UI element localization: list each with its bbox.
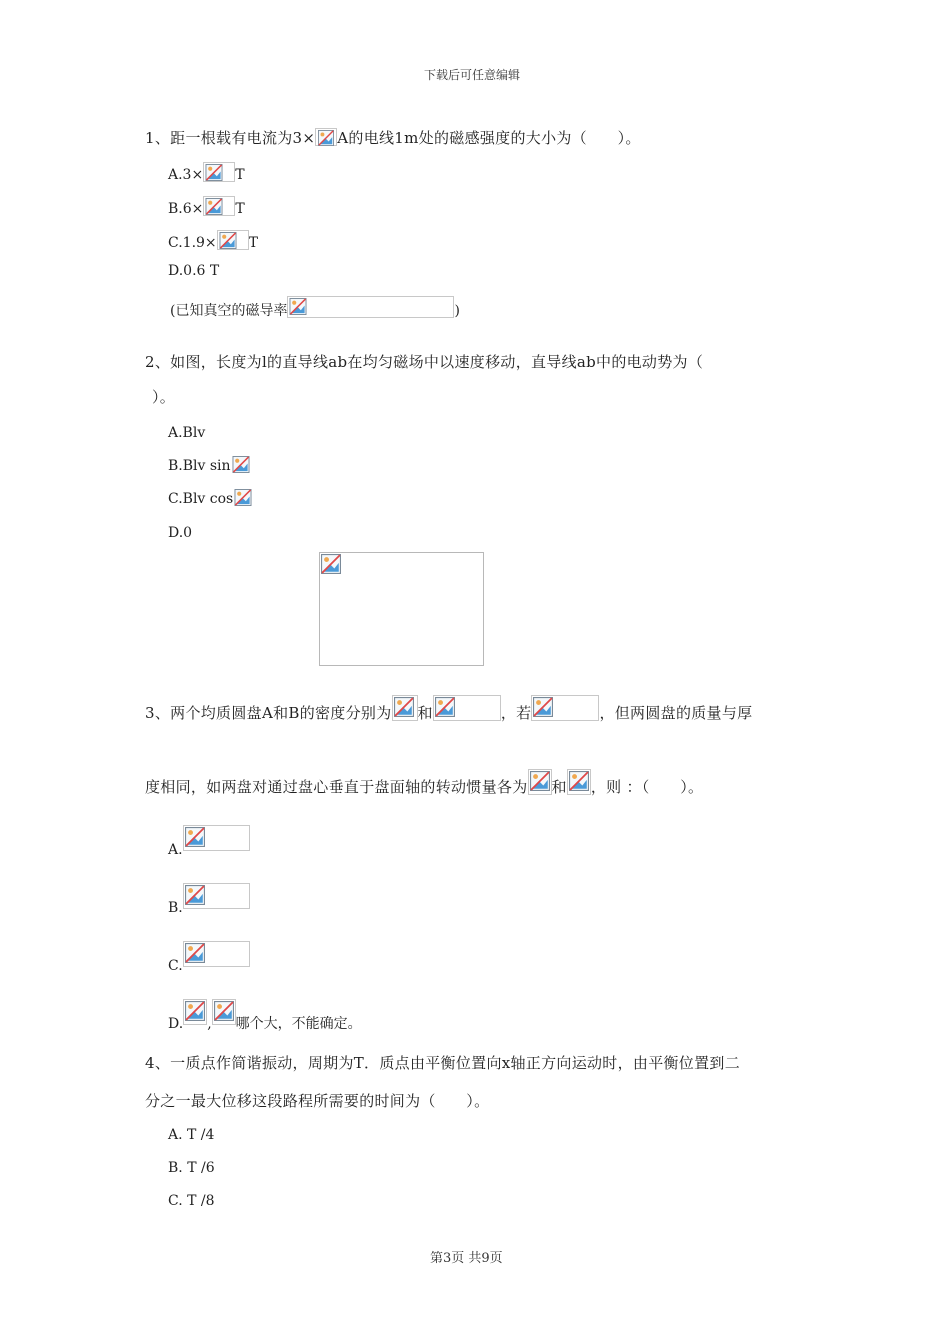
- q3-option-d: [168, 999, 362, 1034]
- option-unit: T: [235, 167, 245, 183]
- q3-text-and: 和: [417, 704, 433, 722]
- broken-image-icon: [203, 196, 235, 216]
- option-label: A.: [168, 842, 183, 858]
- q3-text-b: ，但两圆盘的质量与厚: [599, 704, 753, 722]
- q2-option-c: [168, 488, 253, 509]
- q4-option-b: B. T /6: [168, 1160, 215, 1176]
- q3-text-a: 3、两个均质圆盘A和B的密度分别为: [145, 704, 392, 722]
- option-label: B.: [168, 900, 183, 916]
- q3-stem-line2: [145, 769, 703, 798]
- option-unit: T: [235, 201, 245, 217]
- broken-image-icon: [392, 695, 418, 721]
- q3-text-and2: 和: [551, 778, 567, 796]
- q3-option-c: [168, 941, 250, 976]
- option-unit: T: [248, 235, 259, 251]
- option-label: D.0.6 T: [168, 263, 220, 279]
- q2-option-d: [168, 523, 192, 543]
- q1-option-b: [168, 196, 245, 219]
- broken-image-icon: [212, 999, 236, 1025]
- broken-image-icon: [315, 128, 337, 146]
- note-text: (已知真空的磁导率: [170, 303, 288, 319]
- q4-stem-line2: 分之一最大位移这段路程所需要的时间为（ ）。: [145, 1092, 490, 1110]
- q1-stem-text-b: A的电线1m处的磁感强度的大小为（ ）。: [337, 129, 641, 147]
- broken-image-icon: [203, 162, 235, 182]
- q1-option-c: [168, 230, 258, 253]
- q2-figure-placeholder: [319, 552, 484, 666]
- q3-option-a: [168, 825, 250, 860]
- broken-image-icon: [183, 941, 250, 967]
- option-label: A.Blv: [168, 425, 206, 441]
- q1-note: [170, 296, 460, 321]
- q2-option-b: [168, 455, 251, 476]
- q3-stem-line1: [145, 695, 752, 724]
- broken-image-icon: [287, 296, 454, 318]
- q1-option-d: [168, 261, 219, 281]
- q3-text-if: ，若: [500, 704, 532, 722]
- q1-stem-text-a: 1、距一根载有电流为3×: [145, 129, 316, 147]
- broken-image-icon: [433, 695, 501, 721]
- note-close: ): [454, 303, 460, 319]
- option-label: C.1.9×: [168, 235, 217, 251]
- broken-image-icon: [567, 769, 591, 795]
- broken-image-icon: [233, 488, 253, 506]
- q2-stem-line1: 2、如图，长度为l的直导线ab在均匀磁场中以速度移动，直导线ab中的电动势为（: [145, 353, 704, 371]
- broken-image-icon: [231, 455, 251, 473]
- q3-option-b: [168, 883, 250, 918]
- page-footer: 第3页 共9页: [430, 1251, 503, 1266]
- q3-text-d: ，则 ：（ ）。: [590, 778, 704, 796]
- option-label: B.6×: [168, 201, 204, 217]
- broken-image-icon: [321, 554, 341, 574]
- page-header: 下载后可任意编辑: [424, 68, 521, 82]
- broken-image-icon: [183, 883, 250, 909]
- broken-image-icon: [183, 999, 207, 1025]
- option-text: 哪个大，不能确定。: [235, 1016, 362, 1032]
- broken-image-icon: [217, 230, 249, 250]
- broken-image-icon: [531, 695, 599, 721]
- option-label: D.: [168, 1016, 184, 1032]
- q2-option-a: [168, 423, 205, 443]
- option-label: A.3×: [168, 167, 204, 183]
- option-separator: ,: [207, 1016, 212, 1032]
- q3-text-c: 度相同，如两盘对通过盘心垂直于盘面轴的转动惯量各为: [145, 778, 528, 796]
- option-label: C.Blv cos: [168, 491, 234, 507]
- q2-stem-line2: ）。: [152, 388, 176, 406]
- option-label: D.0: [168, 525, 193, 541]
- option-label: B.Blv sin: [168, 458, 231, 474]
- option-label: C.: [168, 958, 183, 974]
- q4-option-c: C. T /8: [168, 1193, 215, 1209]
- broken-image-icon: [528, 769, 552, 795]
- q4-stem-line1: 4、一质点作简谐振动，周期为T．质点由平衡位置向x轴正方向运动时，由平衡位置到二: [145, 1054, 741, 1072]
- q4-option-a: A. T /4: [168, 1127, 215, 1143]
- q1-option-a: [168, 162, 245, 185]
- broken-image-icon: [183, 825, 250, 851]
- q1-stem: [145, 127, 641, 149]
